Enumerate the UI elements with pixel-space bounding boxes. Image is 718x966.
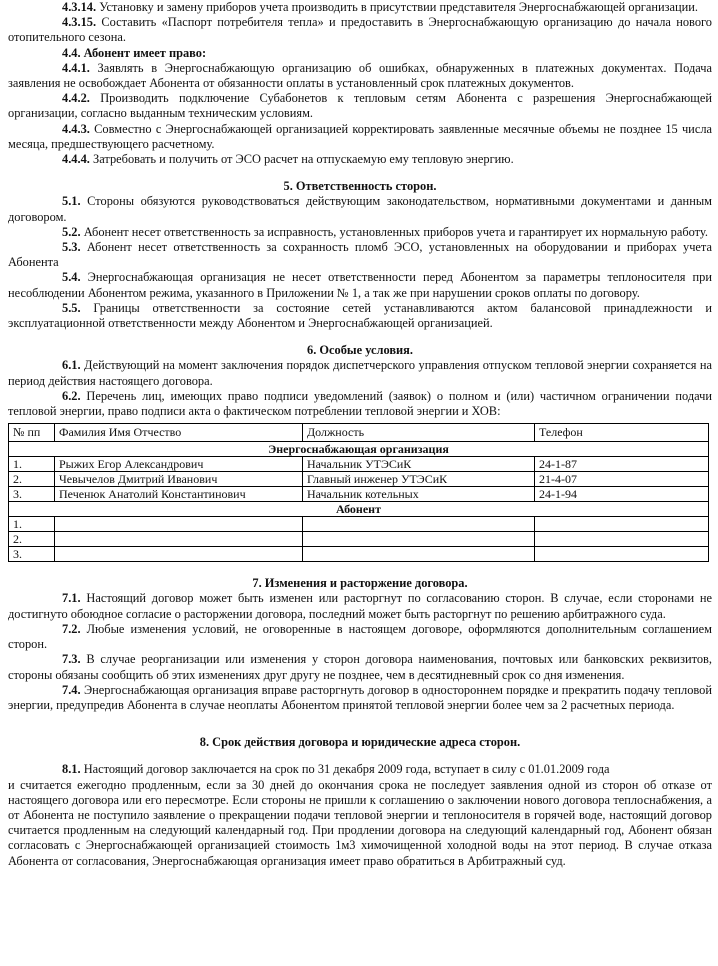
cell-num: 1. xyxy=(9,517,55,532)
clause-text: Настоящий договор заключается на срок по 31 декабря 2009 года, вступает в силу с 01.01.2009 года xyxy=(83,762,610,777)
clause-text: Абонент несет ответственность за сохранность пломб ЭСО, установленных на оборудовании и приборах учета Абонента xyxy=(8,240,712,270)
clause-5-3 xyxy=(8,240,712,270)
clause-4-3-14 xyxy=(8,0,712,15)
clause-7-3 xyxy=(8,652,712,682)
clause-number: 5.1. xyxy=(62,194,81,209)
table-header-row xyxy=(9,424,709,442)
clause-text: Абонент несет ответственность за исправность, установленных приборов учета и гарантирует их нормальную работу. xyxy=(83,224,708,239)
clause-7-4 xyxy=(8,683,712,713)
clause-text: Границы ответственности за состояние сетей устанавливаются актом балансовой принадлежности и эксплуатационной ответственности между Абонентом и Энергоснабжающей организацией. xyxy=(8,300,712,331)
clause-number: 4.3.14. xyxy=(62,0,97,14)
clause-number: 5.5. xyxy=(62,300,81,315)
cell-position xyxy=(303,547,535,562)
clause-7-1 xyxy=(8,591,712,621)
clause-text: Стороны обязуются руководствоваться действующим законодательством, нормативными документами и данным договором. xyxy=(8,194,712,224)
cell-name: Рыжих Егор Александрович xyxy=(55,457,303,472)
clause-text: Энергоснабжающая организация вправе расторгнуть договор в одностороннем порядке и прекратить подачу тепловой энергии, предупредив Абонента в случае неоплаты Абонентом принятой тепловой энергии более чем за 2 расчетных периода. xyxy=(8,682,712,712)
clause-5-1 xyxy=(8,194,712,224)
clause-5-2 xyxy=(8,225,712,240)
clause-number: 7.4. xyxy=(62,682,81,697)
cell-phone: 21-4-07 xyxy=(535,472,709,487)
section-8-title: 8. Срок действия договора и юридические адреса сторон. xyxy=(199,735,521,750)
cell-num: 1. xyxy=(9,457,55,472)
table-row xyxy=(9,472,709,487)
clause-6-2 xyxy=(8,389,712,419)
clause-text: В случае реорганизации или изменения у сторон договора наименования, почтовых или банковских реквизитов, стороны обязаны сообщить об этих изменениях друг другу не позднее, чем в десятидневный срок со дня изменения. xyxy=(8,652,712,682)
clause-text: Действующий на момент заключения порядок диспетчерского управления отпуском тепловой энергии сохраняется на период действия настоящего договора. xyxy=(8,358,712,388)
clause-text: Составить «Паспорт потребителя тепла» и предоставить в Энергоснабжающую организацию до начала нового отопительного сезона. xyxy=(8,15,712,45)
clause-number: 4.4.3. xyxy=(62,121,90,136)
section-7-title: 7. Изменения и расторжение договора. xyxy=(252,576,468,591)
clause-text: Затребовать и получить от ЭСО расчет на отпускаемую ему тепловую энергию. xyxy=(93,152,514,167)
signatories-table xyxy=(8,423,709,562)
clause-number: 4.3.15. xyxy=(62,15,97,30)
cell-num: 2. xyxy=(9,472,55,487)
cell-name xyxy=(55,517,303,532)
cell-position: Главный инженер УТЭСиК xyxy=(303,472,535,487)
clause-number: 5.2. xyxy=(62,224,81,239)
clause-number: 8.1. xyxy=(62,762,81,777)
clause-5-4 xyxy=(8,270,712,300)
clause-text: Производить подключение Субабонетов к тепловым сетям Абонента с разрешения Энергоснабжающей организации, согласно выданным техническим условиям. xyxy=(8,91,712,121)
clause-7-2 xyxy=(8,622,712,652)
cell-phone xyxy=(535,547,709,562)
cell-num: 3. xyxy=(9,487,55,502)
clause-number: 7.2. xyxy=(62,621,81,636)
clause-4-4-4 xyxy=(8,152,712,167)
clause-number: 5.3. xyxy=(62,240,81,255)
cell-position: Начальник УТЭСиК xyxy=(303,457,535,472)
group-energy-company: Энергоснабжающая организация xyxy=(9,442,709,457)
clause-number: 6.2. xyxy=(62,388,81,403)
subsection-heading-4-4: 4.4. Абонент имеет право: xyxy=(62,45,207,60)
clause-4-3-15 xyxy=(8,15,712,45)
cell-name xyxy=(55,532,303,547)
section-6-title: 6. Особые условия. xyxy=(307,343,413,358)
clause-number: 6.1. xyxy=(62,358,81,373)
clause-4-4-1 xyxy=(8,61,712,91)
cell-position: Начальник котельных xyxy=(303,487,535,502)
header-phone: Телефон xyxy=(535,424,709,442)
cell-name: Печенюк Анатолий Константинович xyxy=(55,487,303,502)
table-group-row xyxy=(9,502,709,517)
clause-number: 4.4.2. xyxy=(62,91,90,106)
clause-text: Установку и замену приборов учета производить в присутствии представителя Энергоснабжающей организации. xyxy=(99,0,699,14)
header-position: Должность xyxy=(303,424,535,442)
cell-num: 3. xyxy=(9,547,55,562)
table-row xyxy=(9,457,709,472)
table-group-row xyxy=(9,442,709,457)
table-row xyxy=(9,517,709,532)
cell-name xyxy=(55,547,303,562)
section-5-title: 5. Ответственность сторон. xyxy=(283,179,437,194)
clause-text: Настоящий договор может быть изменен или расторгнут по согласованию сторон. В случае, если сторонами не достигнуто обоюдное согласие о расторжении договора, последний может быть расторгнут по решению арбитражного суда. xyxy=(8,591,712,621)
clause-number: 7.3. xyxy=(62,652,81,667)
cell-position xyxy=(303,532,535,547)
header-num: № пп xyxy=(9,424,55,442)
cell-name: Чевычелов Дмитрий Иванович xyxy=(55,472,303,487)
clause-number: 5.4. xyxy=(62,270,81,285)
clause-8-1-first-line xyxy=(8,762,712,777)
cell-position xyxy=(303,517,535,532)
clause-4-4-2 xyxy=(8,91,712,121)
clause-text: Совместно с Энергоснабжающей организацией корректировать заявленные месячные объемы не позднее 15 числа месяца, предшествующего расчетному. xyxy=(8,121,712,151)
clause-text: Заявлять в Энергоснабжающую организацию об ошибках, обнаруженных в платежных документах. Подача заявления не освобождает Абонента от обязанности оплаты в установленный срок платежных документов. xyxy=(8,60,712,91)
clause-number: 7.1. xyxy=(62,591,81,606)
table-row xyxy=(9,487,709,502)
cell-phone xyxy=(535,517,709,532)
clause-text: Энергоснабжающая организация не несет ответственности перед Абонентом за параметры теплоносителя при несоблюдении Абонентом режима, указанного в Приложении № 1, а так же при нарушении сроков оплаты по договору. xyxy=(8,270,712,300)
cell-num: 2. xyxy=(9,532,55,547)
clause-number: 4.4.4. xyxy=(62,152,90,167)
clause-text: Любые изменения условий, не оговоренные в настоящем договоре, оформляются дополнительным соглашением сторон. xyxy=(8,621,712,652)
clause-text: Перечень лиц, имеющих право подписи уведомлений (заявок) о полном и (или) частичном ограничении подачи тепловой энергии, право подписи акта о фактическом потреблении тепловой энергии и ХОВ: xyxy=(8,388,712,419)
clause-number: 4.4.1. xyxy=(62,60,90,75)
group-subscriber: Абонент xyxy=(9,502,709,517)
clause-8-1-continuation: и считается ежегодно продленным, если за 30 дней до окончания срока не последует заявления одной из сторон об отказе от настоящего договора или его пересмотре. Если стороны не пришли к соглашению о заключении нового договора теплоснабжения, а от Абонента не поступило заявление о прекращении подачи тепловой энергии и теплоносителя в горячей воде, настоящий договор считается продленным на следующий календарный год. При продлении договора на следующий календарный год, Абонент обязан согласовать с Энергоснабжающей организацией стоимость 1м3 химочищенной холодной воды на этот период. В случае отказа Абонента от согласования, Энергоснабжающая организация имеет право обратиться в Арбитражный суд. xyxy=(8,777,712,868)
cell-phone: 24-1-94 xyxy=(535,487,709,502)
table-row xyxy=(9,532,709,547)
cell-phone xyxy=(535,532,709,547)
clause-4-4-3 xyxy=(8,122,712,152)
table-row xyxy=(9,547,709,562)
header-name: Фамилия Имя Отчество xyxy=(55,424,303,442)
cell-phone: 24-1-87 xyxy=(535,457,709,472)
clause-5-5 xyxy=(8,301,712,331)
clause-6-1 xyxy=(8,358,712,388)
